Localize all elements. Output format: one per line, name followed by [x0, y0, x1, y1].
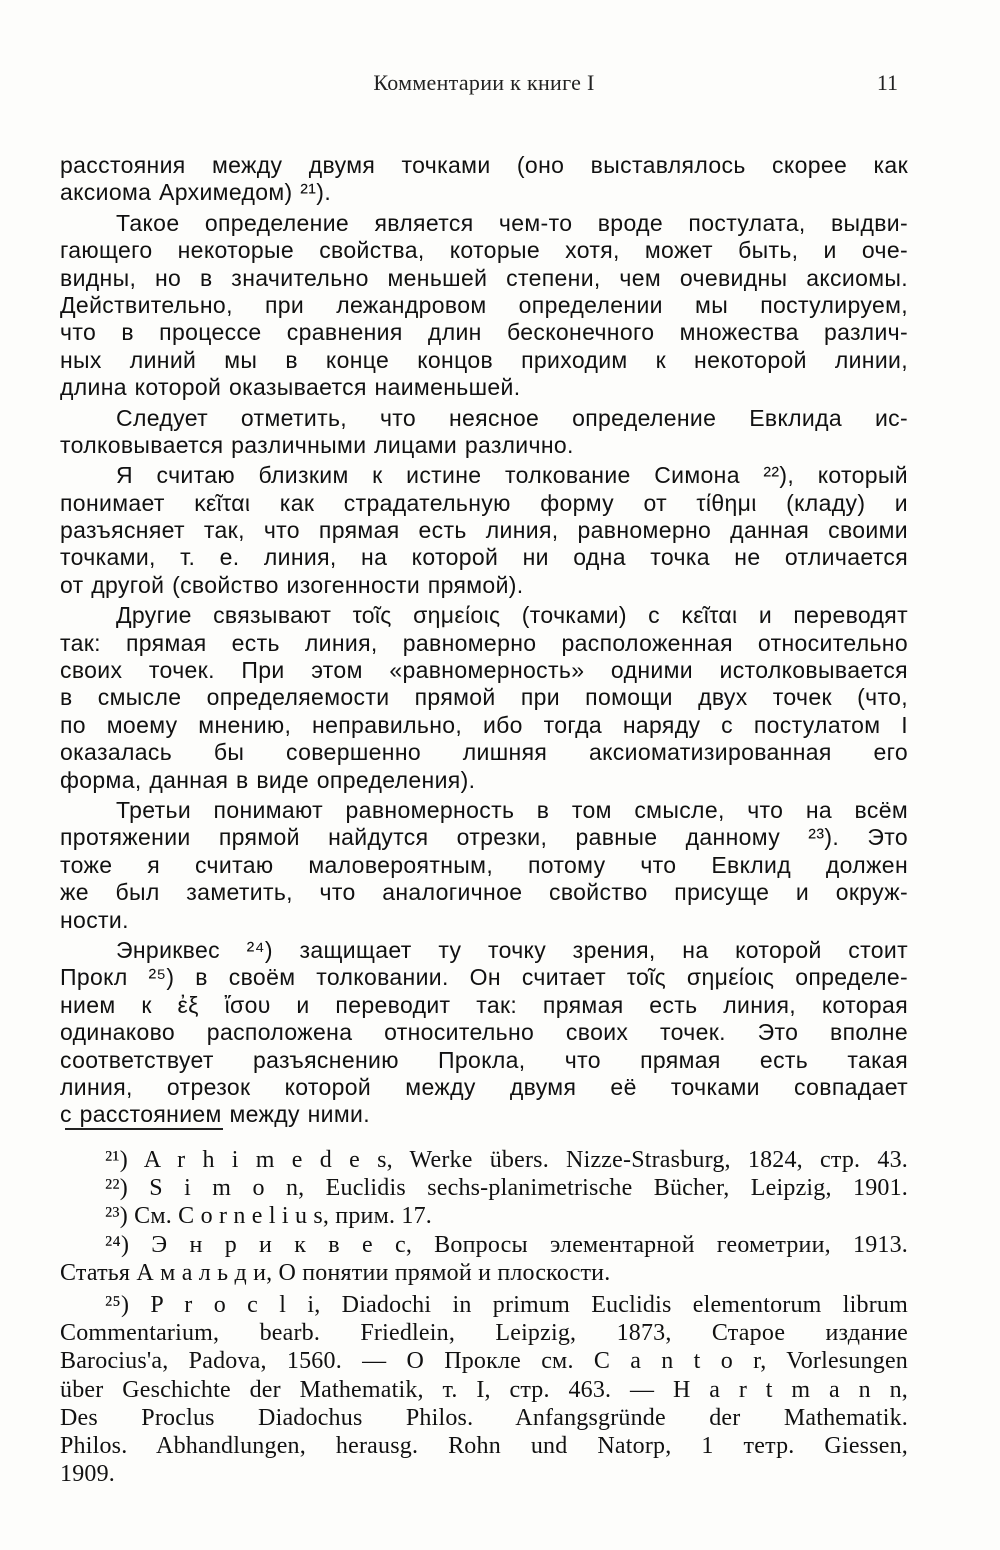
text-line: Энриквес ²⁴) защищает ту точку зрения, на которой стоит	[116, 936, 908, 963]
footnote-line: ²²) S i m o n, Euclidis sechs-planimetrische Bücher, Leipzig, 1901.	[105, 1175, 908, 1202]
text-line: в смысле определяемости прямой при помощи двух точек (что,	[60, 684, 908, 711]
text-line: Следует отметить, что неясное определение Евклида ис-	[116, 404, 908, 431]
text-line: ности.	[60, 906, 129, 933]
footnote-line: ²³) См. C o r n e l i u s, прим. 17.	[105, 1203, 432, 1230]
running-header	[60, 70, 908, 102]
text-line: протяжении прямой найдутся отрезки, равные данному ²³). Это	[60, 824, 908, 851]
text-line: от другой (свойство изогенности прямой).	[60, 571, 524, 598]
text-line: Третьи понимают равномерность в том смысле, что на всём	[116, 796, 908, 823]
text-line: аксиома Архимедом) ²¹).	[60, 179, 332, 206]
footnote-line: Commentarium, bearb. Friedlein, Leipzig, 1873, Старое издание	[60, 1320, 908, 1347]
text-line: Такое определение является чем-то вроде постулата, выдви-	[116, 209, 908, 236]
text-line: Прокл ²⁵) в своём толковании. Он считает τοῖς σημείοις определе-	[60, 964, 908, 991]
footnotes	[60, 1146, 908, 1488]
text-line: точками, т. е. линия, на которой ни одна точка не отличается	[60, 544, 908, 571]
text-line: понимает κεῖται как страдательную форму от τίθημι (кладу) и	[60, 489, 908, 516]
footnote-line: 1909.	[60, 1461, 115, 1488]
footnote-line: Barocius'a, Padova, 1560. — О Прокле см. C a n t o r, Vorlesungen	[60, 1348, 908, 1375]
main-text	[60, 152, 908, 1129]
text-line: одинаково расположена относительно своих точек. Это вполне	[60, 1019, 908, 1046]
text-line: тоже я считаю маловероятным, потому что Евклид должен	[60, 851, 908, 878]
text-line: длина которой оказывается наименьшей.	[60, 374, 521, 401]
text-line: же был заметить, что аналогичное свойство присуще и окруж-	[60, 879, 908, 906]
footnote-line: Philos. Abhandlungen, herausg. Rohn und Natorp, 1 тетр. Giessen,	[60, 1432, 908, 1459]
text-line: оказалась бы совершенно лишняя аксиоматизированная его	[60, 739, 908, 766]
text-line: линия, отрезок которой между двумя её точками совпадает	[60, 1073, 908, 1100]
text-line: с расстоянием между ними.	[60, 1101, 370, 1128]
text-line: Другие связывают τοῖς σημείοις (точками) с κεῖται и переводят	[116, 602, 908, 629]
text-line: видны, но в значительно меньшей степени, чем очевидны аксиомы.	[60, 264, 908, 291]
text-line: по моему мнению, неправильно, ибо тогда наряду с постулатом I	[60, 711, 908, 738]
footnote-line: ²⁵) P r o c l i, Diadochi in primum Euclidis elementorum librum	[105, 1291, 908, 1318]
footnote-divider	[65, 1128, 223, 1130]
text-line: так: прямая есть линия, равномерно расположенная относительно	[60, 629, 908, 656]
text-line: ных линий мы в конце концов приходим к некоторой линии,	[60, 346, 908, 373]
text-line: форма, данная в виде определения).	[60, 766, 476, 793]
text-line: своих точек. При этом «равномерность» одними истолковывается	[60, 657, 908, 684]
text-line: Действительно, при лежандровом определении мы постулируем,	[60, 291, 908, 318]
text-line: расстояния между двумя точками (оно выставлялось скорее как	[60, 152, 908, 178]
text-line: что в процессе сравнения длин бесконечного множества различ-	[60, 319, 908, 346]
text-line: Я считаю близким к истине толкование Симона ²²), который	[116, 462, 908, 489]
text-line: толковывается различными лицами различно.	[60, 431, 574, 458]
text-line: соответствует разъяснению Прокла, что прямая есть такая	[60, 1046, 908, 1073]
footnote-line: über Geschichte der Mathematik, т. I, стр. 463. — H a r t m a n n,	[60, 1376, 908, 1403]
text-line: нием к ἐξ ἴσου и переводит так: прямая есть линия, которая	[60, 991, 908, 1018]
footnote-line: Des Proclus Diadochus Philos. Anfangsgründe der Mathematik.	[60, 1404, 908, 1431]
footnote-line: ²¹) A r h i m e d e s, Werke übers. Nizze-Strasburg, 1824, стр. 43.	[105, 1147, 908, 1173]
footnote-line: Статья А м а л ь д и, О понятии прямой и плоскости.	[60, 1259, 611, 1286]
text-line: разъясняет так, что прямая есть линия, равномерно данная своими	[60, 517, 908, 544]
footnote-line: ²⁴) Э н р и к в е с, Вопросы элементарной геометрии, 1913.	[105, 1231, 908, 1258]
running-title: Комментарии к книге I	[373, 70, 595, 95]
page-number: 11	[876, 70, 898, 95]
text-line: гающего некоторые свойства, которые хотя, может быть, и оче-	[60, 237, 908, 264]
